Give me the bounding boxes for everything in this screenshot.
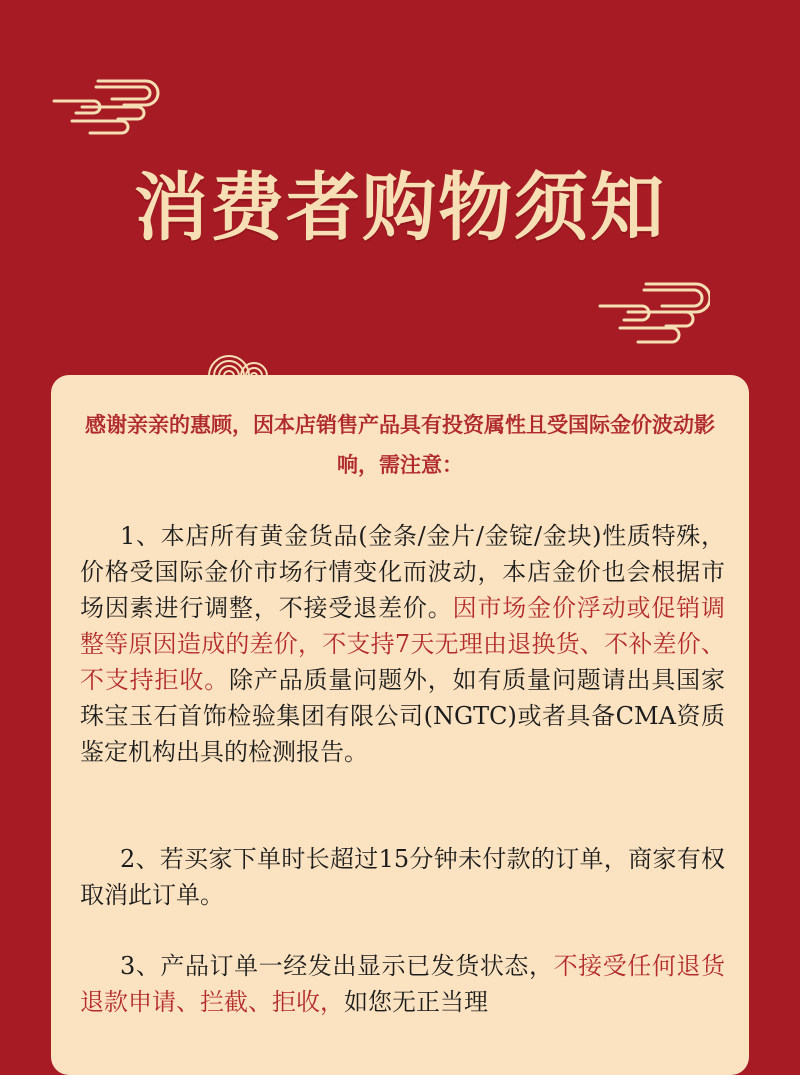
arch-wave-icon <box>205 342 285 376</box>
notice-item-3-highlight: 不接受任何退货退款申请、拦截、拒收， <box>80 952 725 1016</box>
notice-item-1-highlight: 因市场金价浮动或促销调整等原因造成的差价，不支持7天无理由退换货、不补差价、不支持拒收。 <box>80 594 726 694</box>
cloud-motif-icon <box>52 75 162 135</box>
notice-item-2-text: 2、若买家下单时长超过15分钟未付款的订单，商家有权取消此订单。 <box>80 845 725 909</box>
notice-item-3-tail: 如您无正当理 <box>344 988 488 1016</box>
page-title: 消费者购物须知 <box>134 165 666 251</box>
notice-item-1 <box>80 518 725 770</box>
cloud-motif-icon <box>598 282 710 344</box>
notice-intro: 感谢亲亲的惠顾，因本店销售产品具有投资属性且受国际金价波动影响，需注意： <box>85 413 715 477</box>
notice-card <box>51 375 749 1075</box>
notice-item-1-text: 1、本店所有黄金货品(金条/金片/金锭/金块)性质特殊，价格受国际金价市场行情变化而波动，本店金价也会根据市场因素进行调整，不接受退差价。 <box>80 522 725 622</box>
notice-item-2 <box>80 841 725 913</box>
notice-item-1-quality: 除产品质量问题外，如有质量问题请出具国家珠宝玉石首饰检验集团有限公司(NGTC)或者具备CMA资质鉴定机构出具的检测报告。 <box>80 666 726 766</box>
notice-item-3 <box>80 948 725 1020</box>
notice-item-3-text: 3、产品订单一经发出显示已发货状态， <box>120 952 554 980</box>
